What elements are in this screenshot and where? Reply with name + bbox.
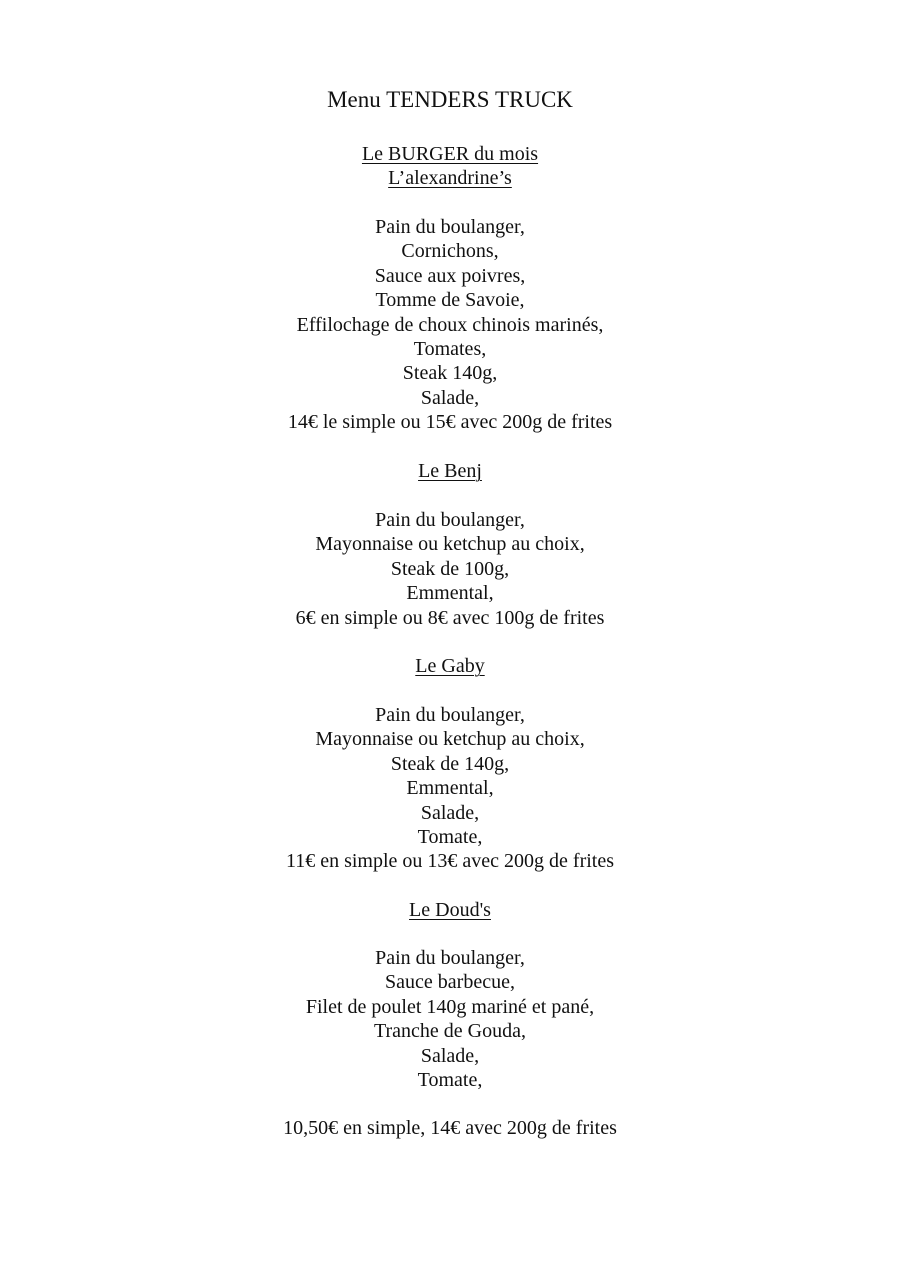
ingredients-douds [0,946,900,1092]
ingredients-gaby [0,703,900,874]
price-line: 6€ en simple ou 8€ avec 100g de frites [295,606,605,629]
ingredient: Emmental, [406,582,494,605]
price-douds [0,1116,900,1140]
section-burger-du-mois [0,142,900,191]
section-gaby [0,654,900,678]
ingredient: Steak de 100g, [390,557,510,580]
ingredient: Salade, [420,386,480,409]
ingredient: Tranche de Gouda, [373,1020,526,1043]
ingredient: Filet de poulet 140g mariné et pané, [305,995,595,1018]
ingredient: Sauce aux poivres, [374,264,526,287]
ingredient: Salade, [420,1044,480,1067]
section-heading: Le Doud's [409,899,491,921]
page-title: Menu TENDERS TRUCK [327,87,573,112]
price-line: 11€ en simple ou 13€ avec 200g de frites [285,850,615,873]
price-line: 10,50€ en simple, 14€ avec 200g de frites [283,1117,617,1139]
ingredient: Effilochage de choux chinois marinés, [296,313,604,336]
ingredients-benj [0,508,900,630]
ingredient: Pain du boulanger, [375,216,525,238]
ingredient: Tomate, [417,825,483,848]
ingredient: Tomates, [413,337,487,360]
ingredient: Tomme de Savoie, [375,289,525,312]
ingredient: Cornichons, [401,240,499,263]
ingredient: Tomate, [417,1068,483,1091]
section-heading: Le Gaby [415,655,485,677]
ingredient: Pain du boulanger, [375,704,525,726]
ingredient: Pain du boulanger, [375,947,525,969]
ingredient: Mayonnaise ou ketchup au choix, [315,533,585,556]
section-douds [0,898,900,922]
section-heading: Le BURGER du mois [361,143,539,165]
ingredient: Salade, [420,801,480,824]
ingredients-burger-du-mois [0,215,900,435]
price-line: 14€ le simple ou 15€ avec 200g de frites [287,411,613,434]
burger-name: L’alexandrine’s [388,167,512,190]
ingredient: Pain du boulanger, [375,509,525,531]
ingredient: Sauce barbecue, [385,971,515,994]
ingredient: Emmental, [406,777,494,800]
section-heading: Le Benj [418,460,482,482]
section-benj [0,459,900,483]
ingredient: Steak 140g, [402,362,498,385]
ingredient: Steak de 140g, [390,752,510,775]
ingredient: Mayonnaise ou ketchup au choix, [315,728,585,751]
